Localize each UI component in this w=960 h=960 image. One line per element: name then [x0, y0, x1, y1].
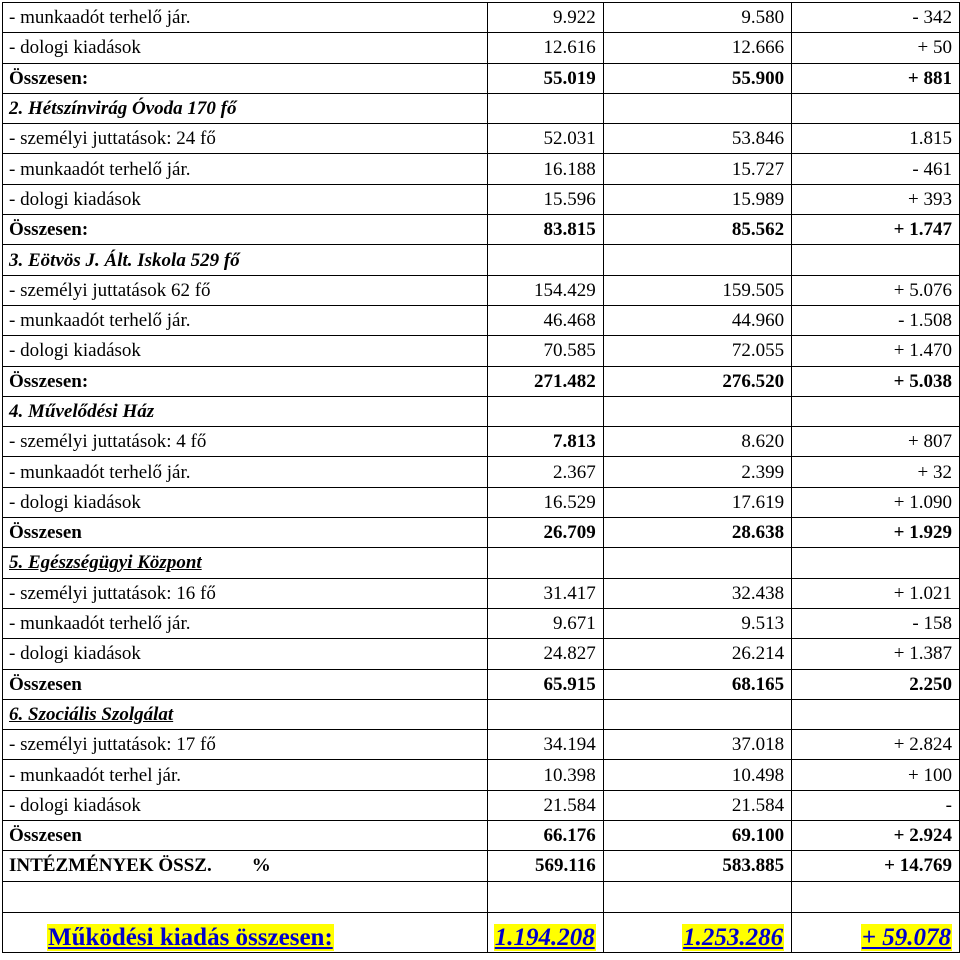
row-label: - munkaadót terhel jár.: [3, 760, 488, 790]
row-label: - munkaadót terhelő jár.: [3, 608, 488, 638]
table-row: [3, 427, 960, 457]
table-row: [3, 184, 960, 214]
row-label: Összesen: [3, 518, 488, 548]
row-label: Összesen:: [3, 215, 488, 245]
row-label: - személyi juttatások: 24 fő: [3, 124, 488, 154]
subtotal-row: [3, 215, 960, 245]
value-1: 83.815: [487, 215, 603, 245]
difference: + 1.747: [792, 215, 960, 245]
value-2: 28.638: [603, 518, 791, 548]
value-2: 15.727: [603, 154, 791, 184]
subtotal-row: [3, 821, 960, 851]
grand-total-label: Működési kiadás összesen:: [3, 912, 488, 952]
value-1: 55.019: [487, 63, 603, 93]
table-row: [3, 3, 960, 33]
value-1: 52.031: [487, 124, 603, 154]
difference: + 14.769: [792, 851, 960, 881]
difference: - 1.508: [792, 305, 960, 335]
table-row: [3, 760, 960, 790]
difference: + 1.387: [792, 639, 960, 669]
value-1: 70.585: [487, 336, 603, 366]
grand-total-row: [3, 912, 960, 952]
table-row: [3, 790, 960, 820]
table-row: [3, 487, 960, 517]
value-2: 55.900: [603, 63, 791, 93]
section-header-row: [3, 245, 960, 275]
difference: + 2.824: [792, 730, 960, 760]
value-2: 9.580: [603, 3, 791, 33]
difference: 2.250: [792, 669, 960, 699]
value-1: 569.116: [487, 851, 603, 881]
value-2: 26.214: [603, 639, 791, 669]
value-1: 16.188: [487, 154, 603, 184]
value-2: 583.885: [603, 851, 791, 881]
row-label: - személyi juttatások 62 fő: [3, 275, 488, 305]
subtotal-row: [3, 518, 960, 548]
institutions-total-label: INTÉZMÉNYEK ÖSSZ. %: [3, 851, 488, 881]
section-header-row: [3, 699, 960, 729]
table-row: [3, 639, 960, 669]
section-header-row: [3, 548, 960, 578]
table-row: [3, 336, 960, 366]
value-2: 32.438: [603, 578, 791, 608]
row-label: Összesen: [3, 821, 488, 851]
value-2: 53.846: [603, 124, 791, 154]
row-label: Összesen: [3, 669, 488, 699]
value-2: 37.018: [603, 730, 791, 760]
row-label: - dologi kiadások: [3, 639, 488, 669]
value-2: 2.399: [603, 457, 791, 487]
value-2: 9.513: [603, 608, 791, 638]
section-header-row: [3, 396, 960, 426]
subtotal-row: [3, 669, 960, 699]
value-1: 46.468: [487, 305, 603, 335]
difference: + 5.076: [792, 275, 960, 305]
value-1: 34.194: [487, 730, 603, 760]
difference: + 393: [792, 184, 960, 214]
section-header-row: [3, 93, 960, 123]
value-1: 154.429: [487, 275, 603, 305]
row-label: - munkaadót terhelő jár.: [3, 3, 488, 33]
section-title: 6. Szociális Szolgálat: [3, 699, 488, 729]
row-label: Összesen:: [3, 63, 488, 93]
value-1: 12.616: [487, 33, 603, 63]
value-2: 12.666: [603, 33, 791, 63]
value-1: 9.922: [487, 3, 603, 33]
value-2: 72.055: [603, 336, 791, 366]
difference: + 1.090: [792, 487, 960, 517]
grand-total-value-1: 1.194.208: [487, 912, 603, 952]
value-1: 66.176: [487, 821, 603, 851]
value-2: 15.989: [603, 184, 791, 214]
value-2: 69.100: [603, 821, 791, 851]
value-1: 26.709: [487, 518, 603, 548]
value-1: 9.671: [487, 608, 603, 638]
value-1: 7.813: [487, 427, 603, 457]
table-row: [3, 33, 960, 63]
row-label: - dologi kiadások: [3, 184, 488, 214]
institutions-total-row: [3, 851, 960, 881]
difference: + 1.929: [792, 518, 960, 548]
row-label: - dologi kiadások: [3, 336, 488, 366]
difference: - 342: [792, 3, 960, 33]
subtotal-row: [3, 63, 960, 93]
value-1: 2.367: [487, 457, 603, 487]
value-1: 10.398: [487, 760, 603, 790]
budget-table: [2, 2, 960, 953]
subtotal-row: [3, 366, 960, 396]
table-row: [3, 154, 960, 184]
difference: + 2.924: [792, 821, 960, 851]
row-label: - személyi juttatások: 16 fő: [3, 578, 488, 608]
value-2: 85.562: [603, 215, 791, 245]
difference: + 881: [792, 63, 960, 93]
table-row: [3, 275, 960, 305]
value-1: 21.584: [487, 790, 603, 820]
value-1: 65.915: [487, 669, 603, 699]
difference: + 1.470: [792, 336, 960, 366]
table-row: [3, 730, 960, 760]
difference: + 32: [792, 457, 960, 487]
grand-total-difference: + 59.078: [792, 912, 960, 952]
table-row: [3, 305, 960, 335]
section-title: 5. Egészségügyi Központ: [3, 548, 488, 578]
row-label: - munkaadót terhelő jár.: [3, 457, 488, 487]
section-title: 3. Eötvös J. Ált. Iskola 529 fő: [3, 245, 488, 275]
percent-sign: %: [251, 855, 271, 877]
difference: - 461: [792, 154, 960, 184]
value-2: 159.505: [603, 275, 791, 305]
table-row: [3, 457, 960, 487]
value-2: 10.498: [603, 760, 791, 790]
difference: -: [792, 790, 960, 820]
grand-total-value-2: 1.253.286: [603, 912, 791, 952]
section-title: 2. Hétszínvirág Óvoda 170 fő: [3, 93, 488, 123]
difference: + 807: [792, 427, 960, 457]
row-label: - dologi kiadások: [3, 790, 488, 820]
value-1: 24.827: [487, 639, 603, 669]
table-row: [3, 124, 960, 154]
value-1: 15.596: [487, 184, 603, 214]
row-label: - munkaadót terhelő jár.: [3, 154, 488, 184]
row-label: Összesen:: [3, 366, 488, 396]
value-1: 271.482: [487, 366, 603, 396]
table-row: [3, 608, 960, 638]
table-row: [3, 578, 960, 608]
difference: + 1.021: [792, 578, 960, 608]
value-2: 8.620: [603, 427, 791, 457]
row-label: - munkaadót terhelő jár.: [3, 305, 488, 335]
value-1: 31.417: [487, 578, 603, 608]
section-title: 4. Művelődési Ház: [3, 396, 488, 426]
difference: + 5.038: [792, 366, 960, 396]
empty-row: [3, 881, 960, 912]
value-2: 276.520: [603, 366, 791, 396]
row-label: - dologi kiadások: [3, 487, 488, 517]
row-label: - személyi juttatások: 4 fő: [3, 427, 488, 457]
value-2: 17.619: [603, 487, 791, 517]
row-label: - dologi kiadások: [3, 33, 488, 63]
difference: + 100: [792, 760, 960, 790]
difference: 1.815: [792, 124, 960, 154]
difference: + 50: [792, 33, 960, 63]
row-label: - személyi juttatások: 17 fő: [3, 730, 488, 760]
difference: - 158: [792, 608, 960, 638]
value-1: 16.529: [487, 487, 603, 517]
value-2: 44.960: [603, 305, 791, 335]
value-2: 68.165: [603, 669, 791, 699]
value-2: 21.584: [603, 790, 791, 820]
